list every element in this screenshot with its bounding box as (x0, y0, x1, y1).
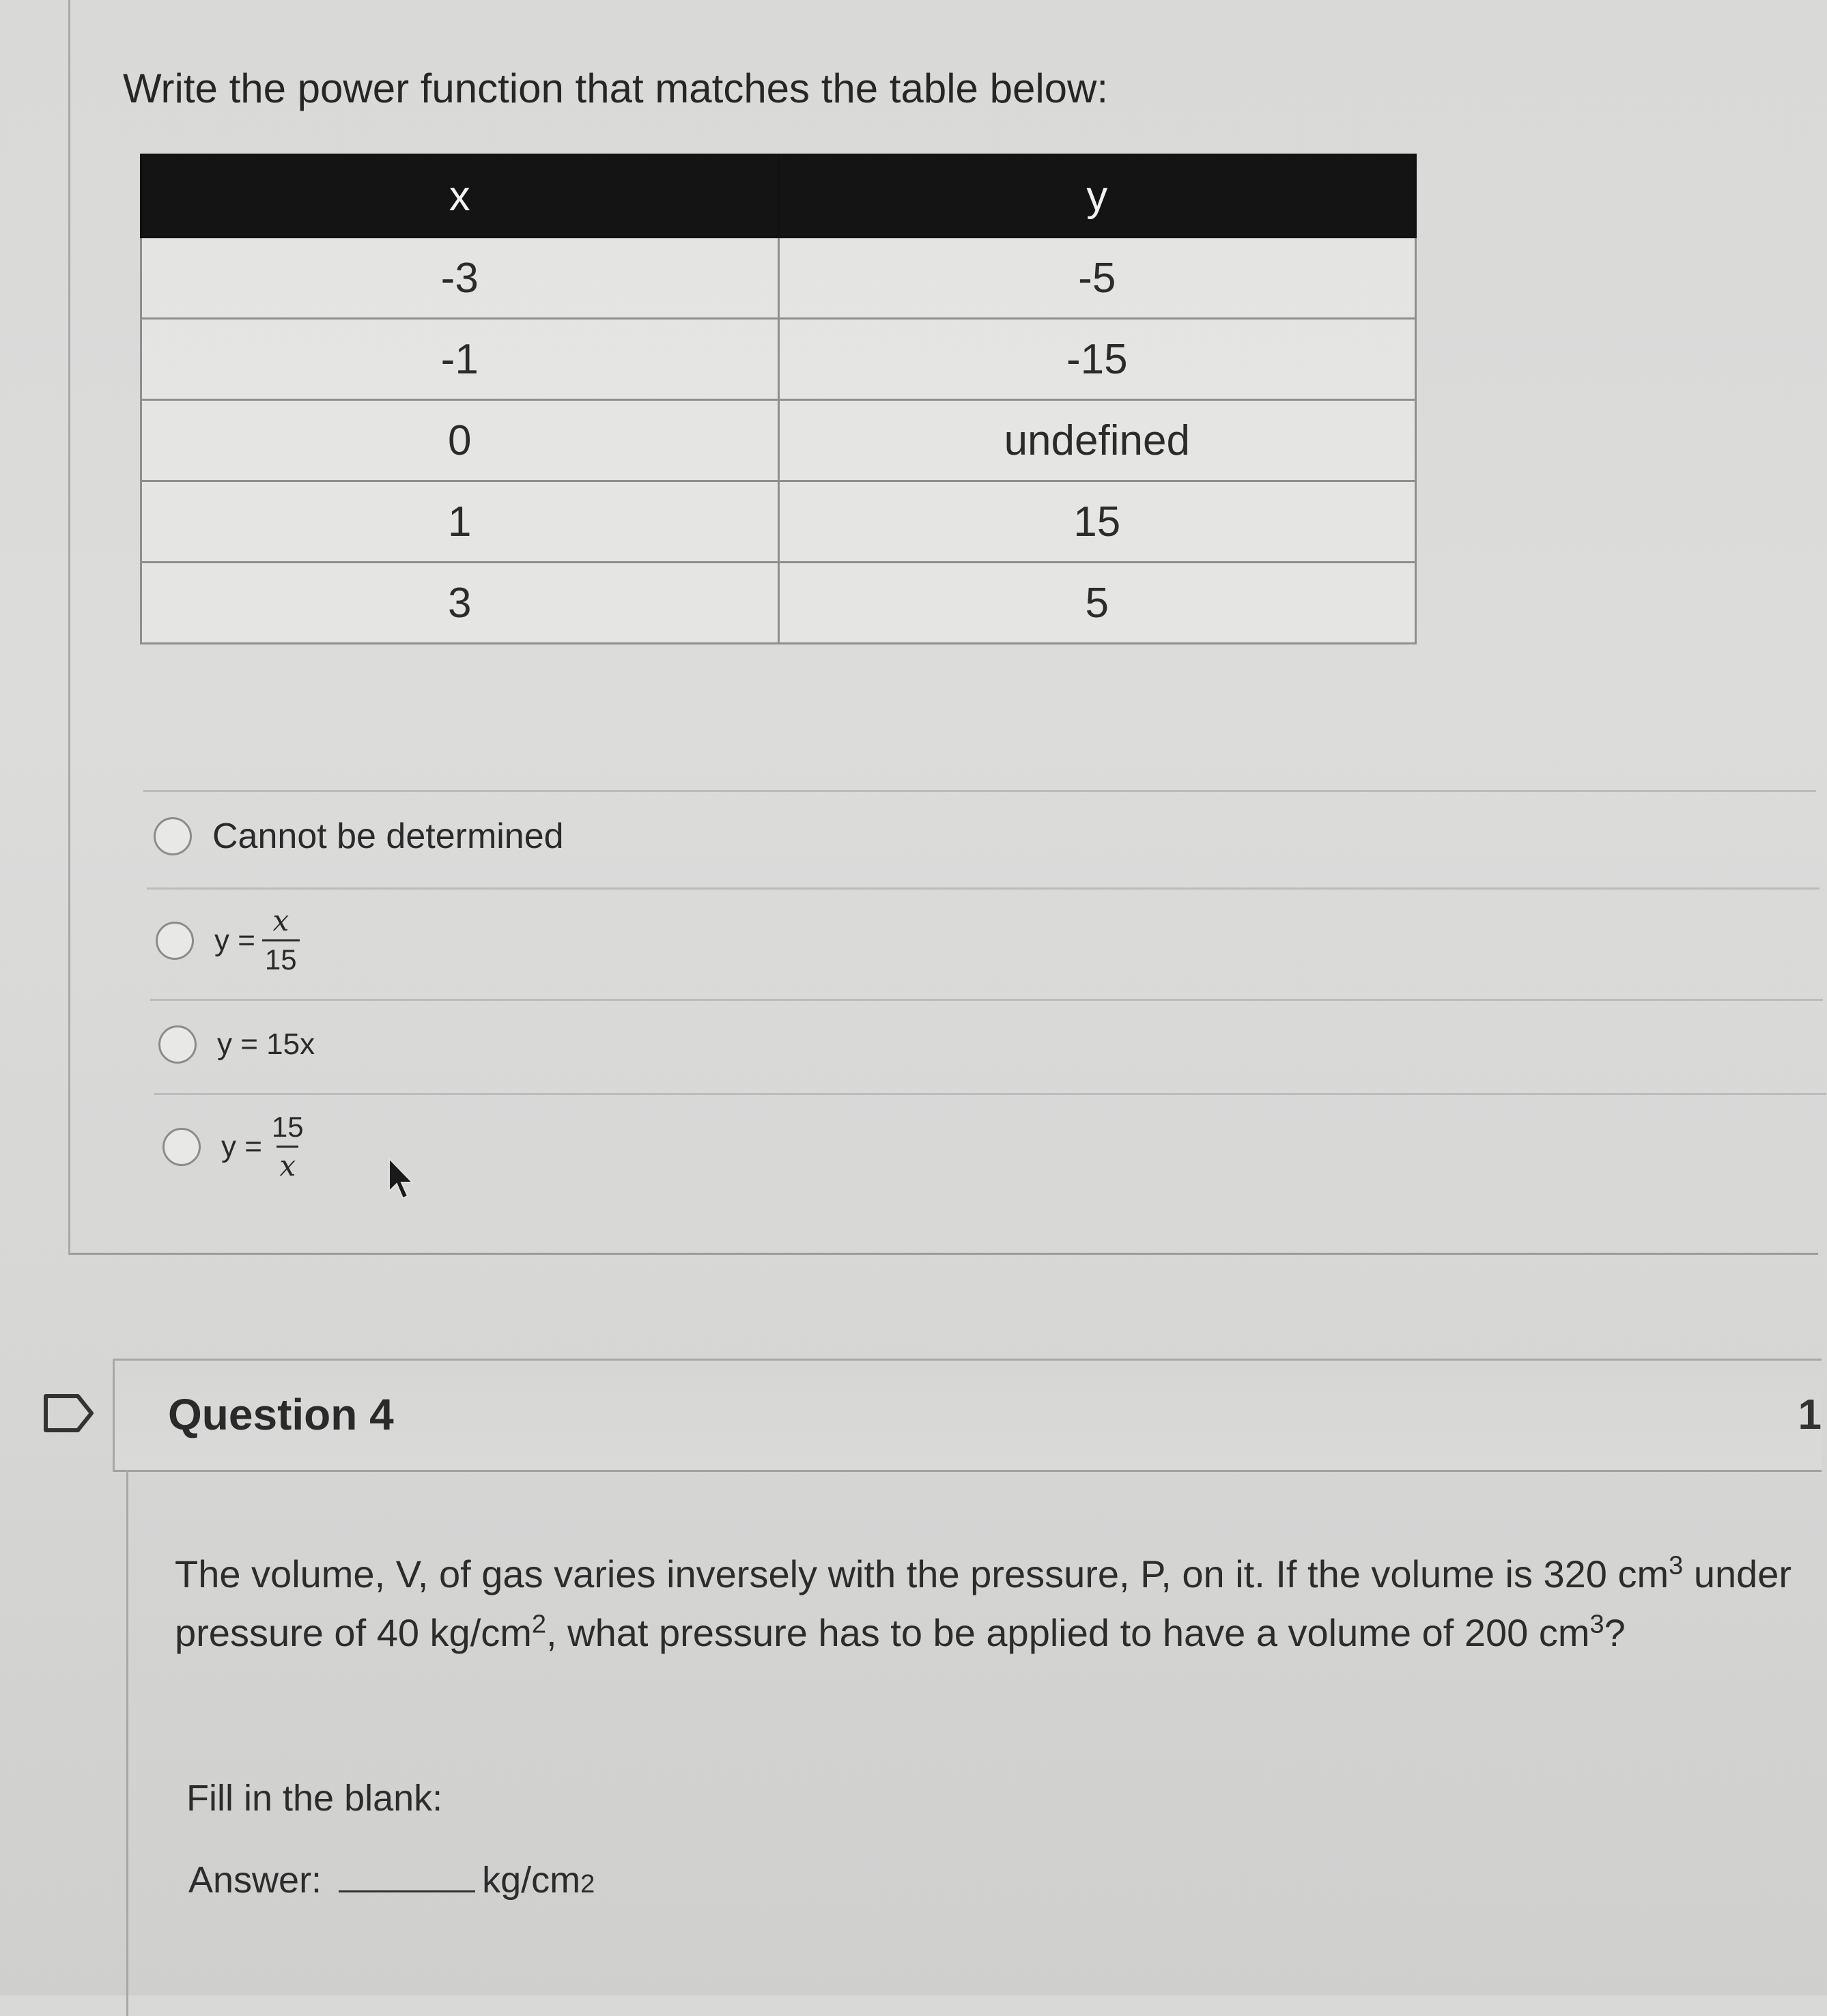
fraction-denominator: 15 (262, 939, 300, 974)
equation-fraction (262, 904, 300, 976)
answer-input[interactable] (339, 1890, 475, 1892)
table-row (141, 563, 1416, 644)
fraction-numerator: x (272, 904, 289, 937)
option-equation (221, 1113, 307, 1180)
table-header-y: y (778, 155, 1416, 238)
equation-lhs: y = (214, 923, 255, 957)
radio-button[interactable] (156, 922, 194, 960)
flag-question-icon[interactable] (42, 1393, 96, 1434)
mouse-cursor-icon (386, 1157, 416, 1202)
table-cell-y: -5 (778, 238, 1416, 319)
table-cell-x: -3 (141, 238, 779, 319)
question-4-header (113, 1359, 1822, 1472)
option-divider (143, 790, 1816, 792)
question-text-part: ? (1604, 1611, 1626, 1654)
table-row (141, 238, 1416, 319)
fraction-denominator: x (277, 1146, 298, 1180)
question-text-part: under pressure of 40 kg/cm (175, 1552, 1792, 1654)
question-4-body (126, 1470, 1822, 2016)
table-header-x: x (141, 155, 779, 238)
fraction-numerator: 15 (271, 1111, 304, 1143)
question-text-part: The volume, V, of gas varies inversely with the pressure, P, on it. If the volume is 320 cm (175, 1552, 1669, 1595)
option-divider (154, 1093, 1826, 1095)
table-cell-y: 5 (778, 563, 1416, 644)
option-equation (214, 904, 300, 976)
answer-label: Answer: (188, 1860, 322, 1901)
table-row (141, 400, 1416, 481)
question-4-text (175, 1545, 1827, 1662)
table-cell-y: 15 (778, 481, 1416, 563)
question-text-part: , what pressure has to be applied to have a volume of 200 cm (546, 1611, 1590, 1654)
option-label: y = 15x (217, 1027, 315, 1061)
xy-table (140, 154, 1417, 644)
table-row (141, 481, 1416, 563)
question-3-prompt: Write the power function that matches the table below: (123, 66, 1109, 111)
superscript: 2 (531, 1610, 547, 1639)
superscript: 3 (1669, 1551, 1684, 1580)
table-row (141, 319, 1416, 400)
fill-in-blank-label: Fill in the blank: (186, 1778, 443, 1819)
option-y-equals-x-over-15[interactable] (156, 904, 300, 976)
option-y-equals-15-over-x[interactable] (162, 1113, 307, 1180)
table-cell-x: 3 (141, 563, 779, 644)
question-title: Question 4 (168, 1390, 394, 1439)
table-cell-x: 1 (141, 481, 779, 563)
option-label: Cannot be determined (212, 817, 564, 856)
option-divider (150, 999, 1823, 1001)
radio-button[interactable] (162, 1128, 201, 1166)
option-cannot-be-determined[interactable] (154, 816, 564, 857)
answer-unit: kg/cm (482, 1860, 581, 1901)
table-cell-x: 0 (141, 400, 779, 481)
question-points: 1 (1798, 1391, 1822, 1438)
table-cell-y: -15 (778, 319, 1416, 400)
answer-unit-superscript: 2 (580, 1870, 595, 1899)
table-cell-y: undefined (778, 400, 1416, 481)
option-divider (147, 888, 1819, 890)
table-header-row (141, 155, 1416, 238)
radio-button[interactable] (154, 817, 192, 855)
table-cell-x: -1 (141, 319, 779, 400)
option-y-equals-15x[interactable] (158, 1025, 315, 1064)
radio-button[interactable] (158, 1025, 197, 1064)
equation-fraction (269, 1113, 307, 1180)
superscript: 3 (1589, 1610, 1604, 1639)
equation-lhs: y = (221, 1129, 262, 1163)
answer-row (188, 1859, 595, 1901)
